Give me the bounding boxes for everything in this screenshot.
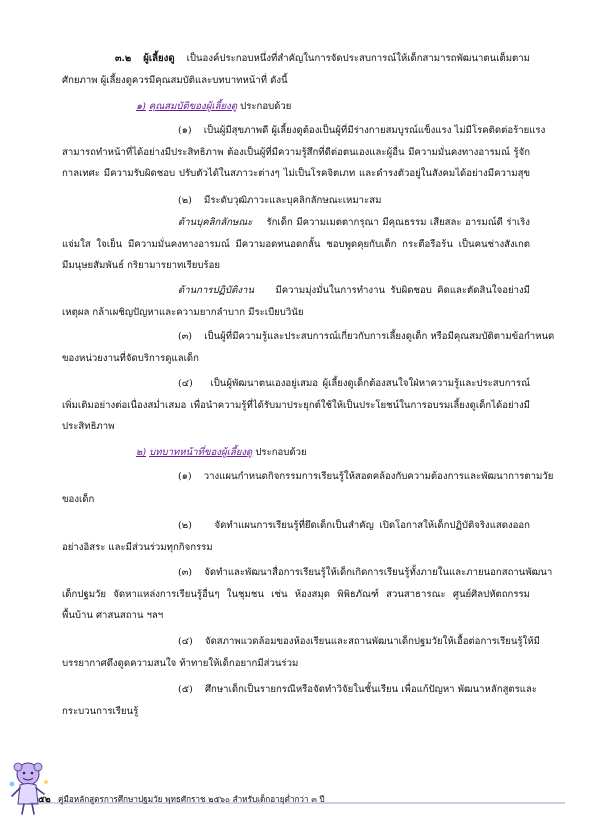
sub1-item3-text: เป็นผู้ที่มีความรู้และประสบการณ์เกี่ยวกับการเลี้ยงดูเด็ก หรือมีคุณสมบัติตามข้อกำหนด (204, 331, 555, 342)
sub2-item2-line2: อย่างอิสระ และมีส่วนร่วมทุกกิจกรรม (62, 542, 213, 553)
sub2-item2-line1 (178, 519, 530, 533)
sub2-item4-text: จัดสภาพแวดล้อมของห้องเรียนและสถานพัฒนาเด็กปฐมวัยให้เอื้อต่อการเรียนรู้ให้มี (204, 636, 540, 647)
sub2-heading (136, 446, 307, 460)
sub1-item1-line2: สามารถทำหน้าที่ได้อย่างมีประสิทธิภาพ ต้องเป็นผู้ที่มีความรู้สึกที่ดีต่อตนเองและผู้อื่น มีความมั่นคงทางอารมณ์ รู้จัก (62, 147, 530, 158)
sub2-item4-line2: บรรยากาศดึงดูดความสนใจ ท้าทายให้เด็กอยากมีส่วนร่วม (62, 658, 299, 669)
sub2-item4-number: (๔) (178, 636, 193, 647)
section-32-line2: ศักยภาพ ผู้เลี้ยงดูควรมีคุณสมบัติและบทบาทหน้าที่ ดังนี้ (62, 75, 288, 86)
page-number: ๕๒ (38, 795, 51, 805)
section-32-title: ผู้เลี้ยงดู (143, 53, 175, 64)
sub2-item5-number: (๕) (178, 684, 193, 695)
sub1-item4-line3: ประสิทธิภาพ (62, 421, 115, 432)
sub2-title: บทบาทหน้าที่ของผู้เลี้ยงดู (149, 447, 253, 458)
sub2-item3-number: (๓) (178, 567, 193, 578)
sub2-item2-number: (๒) (178, 520, 192, 531)
sub1-item1-number: (๑) (178, 125, 192, 136)
section-32-number: ๓.๒ (115, 53, 132, 64)
sub1-item1-line1 (178, 124, 546, 138)
personality-line1 (178, 216, 530, 230)
footer (0, 760, 595, 836)
sub2-item5-line2: กระบวนการเรียนรู้ (62, 706, 139, 717)
sub2-item1-text: วางแผนกำหนดกิจกรรมการเรียนรู้ให้สอดคล้องกับความต้องการและพัฒนาการตามวัย (203, 471, 554, 482)
sub1-item3-number: (๓) (178, 331, 193, 342)
sub1-item2-text: มีระดับวุฒิภาวะและบุคลิกลักษณะเหมาะสม (204, 195, 382, 206)
personality-line2: แจ่มใส ใจเย็น มีความมั่นคงทางอารมณ์ มีความอดทนอดกลั้น ชอบพูดคุยกับเด็ก กระตือรือร้น เป็นคนช่างสังเกต (62, 239, 530, 250)
sub2-item3-text: จัดทำและพัฒนาสื่อการเรียนรู้ให้เด็กเกิดการเรียนรู้ทั้งภายในและภายนอกสถานพัฒนา (204, 567, 553, 578)
sub1-item1-text: เป็นผู้มีสุขภาพดี ผู้เลี้ยงดูต้องเป็นผู้ที่มีร่างกายสมบูรณ์แข็งแรง ไม่มีโรคติดต่อร้ายแรง (203, 125, 546, 136)
sub2-suffix: ประกอบด้วย (255, 447, 307, 458)
sub1-item4-line2: เพิ่มเติมอย่างต่อเนื่องสม่ำเสมอ เพื่อนำความรู้ที่ได้รับมาประยุกต์ใช้ให้เป็นประโยชน์ในการอบรมเลี้ยงดูเด็กได้อย่างมี (62, 400, 530, 411)
sub2-item1-line2: ของเด็ก (62, 494, 95, 505)
sub1-title: คุณสมบัติของผู้เลี้ยงดู (148, 101, 238, 112)
sub2-item1-line1 (178, 470, 554, 484)
practice-label: ด้านการปฏิบัติงาน (178, 285, 255, 296)
practice-line2: เหตุผล กล้าเผชิญปัญหาและความยากลำบาก มีระเบียบวินัย (62, 307, 304, 318)
sub2-item5-line1 (178, 683, 538, 697)
practice-text: มีความมุ่งมั่นในการทำงาน รับผิดชอบ คิดและตัดสินใจอย่างมี (275, 285, 530, 296)
sub1-item2-number: (๒) (178, 195, 192, 206)
child-mascot-icon (10, 763, 48, 814)
section-32-text: เป็นองค์ประกอบหนึ่งที่สำคัญในการจัดประสบการณ์ให้เด็กสามารถพัฒนาตนเต็มตาม (186, 53, 530, 64)
sub2-item3-line1 (178, 566, 553, 580)
sub1-number: ๑) (136, 101, 146, 112)
sub1-item4-number: (๔) (178, 378, 193, 389)
sub1-item4-line1 (178, 377, 530, 391)
personality-label: ด้านบุคลิกลักษณะ (178, 217, 253, 228)
practice-line1 (178, 284, 530, 298)
sub1-item3-line1 (178, 330, 555, 344)
sub1-item1-line3: กาลเทศะ มีความรับผิดชอบ ปรับตัวได้ในสภาวะต่างๆ ไม่เป็นโรคจิตเภท และดำรงตัวอยู่ในสังคมได้อย่างมีความสุข (62, 168, 530, 179)
sub1-item4-text: เป็นผู้พัฒนาตนเองอยู่เสมอ ผู้เลี้ยงดูเด็กต้องสนใจใฝ่หาความรู้และประสบการณ์ (210, 378, 530, 389)
section-32-line1 (115, 52, 530, 66)
personality-line3: มีมนุษยสัมพันธ์ กริยามารยาทเรียบร้อย (62, 260, 220, 271)
sub2-item3-line2: เด็กปฐมวัย จัดหาแหล่งการเรียนรู้อื่นๆ ในชุมชน เช่น ห้องสมุด พิพิธภัณฑ์ สวนสาธารณะ ศูนย์ศิลปหัตถกรรม (62, 589, 530, 600)
sub2-item3-line3: พื้นบ้าน ศาสนสถาน ฯลฯ (62, 610, 164, 621)
sub2-item1-number: (๑) (178, 471, 192, 482)
sub1-item3-line2: ของหน่วยงานที่จัดบริการดูแลเด็ก (62, 353, 199, 364)
sub1-suffix: ประกอบด้วย (240, 101, 292, 112)
personality-text: รักเด็ก มีความเมตตากรุณา มีคุณธรรม เสียสละ อารมณ์ดี ร่าเริง (266, 217, 530, 228)
sub2-item4-line1 (178, 635, 540, 649)
sub2-number: ๒) (136, 447, 147, 458)
footer-title: คู่มือหลักสูตรการศึกษาปฐมวัย พุทธศักราช ๒๕๖๐ สำหรับเด็กอายุต่ำกว่า ๓ ปี (58, 794, 325, 804)
sub1-item2 (178, 194, 381, 208)
sub1-heading (136, 100, 291, 114)
sub2-item5-text: ศึกษาเด็กเป็นรายกรณีหรือจัดทำวิจัยในชั้นเรียน เพื่อแก้ปัญหา พัฒนาหลักสูตรและ (204, 684, 538, 695)
sub2-item2-text: จัดทำแผนการเรียนรู้ที่ยึดเด็กเป็นสำคัญ เปิดโอกาสให้เด็กปฏิบัติจริงแสดงออก (214, 520, 530, 531)
